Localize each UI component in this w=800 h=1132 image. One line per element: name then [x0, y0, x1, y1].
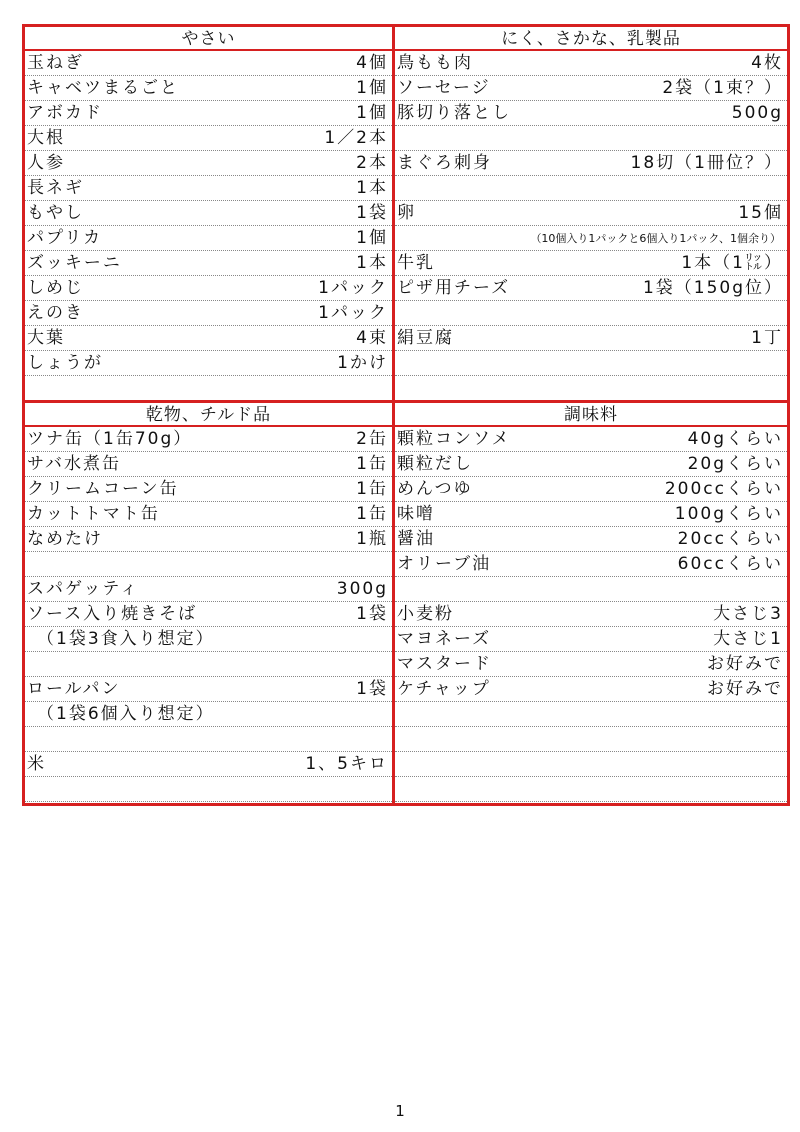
item-name: 大根 [27, 127, 65, 148]
list-row [25, 652, 392, 677]
item-quantity: 2本 [356, 152, 388, 173]
item-name: えのき [27, 302, 84, 323]
item-list [25, 427, 392, 802]
item-name: ズッキーニ [27, 252, 122, 273]
list-row [25, 201, 392, 226]
item-name: なめたけ [27, 528, 103, 549]
item-quantity: 1本 [356, 252, 388, 273]
list-row [25, 602, 392, 627]
item-quantity: 1缶 [356, 453, 388, 474]
item-quantity: 20gくらい [687, 453, 783, 474]
list-row [395, 627, 787, 652]
item-name: 長ネギ [27, 177, 84, 198]
section-vegetables [25, 27, 392, 401]
item-name: ピザ用チーズ [397, 277, 511, 298]
list-row [395, 752, 787, 777]
item-list [395, 51, 787, 401]
item-name: ケチャップ [397, 678, 491, 699]
section-dry-chilled [25, 403, 392, 802]
item-name: 味噌 [397, 503, 435, 524]
item-quantity: 18切（1冊位？） [630, 152, 783, 173]
item-quantity: 1個 [356, 102, 388, 123]
item-name: （1袋3食入り想定） [37, 628, 215, 649]
list-row [395, 51, 787, 76]
list-row [395, 301, 787, 326]
list-row [25, 126, 392, 151]
list-row [25, 677, 392, 702]
list-row [395, 226, 787, 251]
item-name: アボカド [27, 102, 103, 123]
list-row [395, 452, 787, 477]
item-name: カットトマト缶 [27, 503, 160, 524]
item-name: パプリカ [27, 227, 103, 248]
item-quantity: 20ccくらい [677, 528, 783, 549]
item-name: 米 [27, 753, 46, 774]
item-quantity: 大さじ1 [713, 628, 783, 649]
list-row [395, 602, 787, 627]
list-row [395, 777, 787, 802]
list-row [25, 527, 392, 552]
item-list [25, 51, 392, 401]
item-name: 鳥もも肉 [397, 52, 473, 73]
section-title: 調味料 [395, 403, 787, 427]
list-row [395, 101, 787, 126]
column-divider [392, 24, 395, 806]
item-quantity: 1丁 [751, 327, 783, 348]
item-quantity: 大さじ3 [713, 603, 783, 624]
list-row [25, 151, 392, 176]
list-row [25, 627, 392, 652]
list-row [25, 51, 392, 76]
list-row [25, 427, 392, 452]
item-quantity: 300g [336, 578, 388, 599]
item-name: 人参 [27, 152, 65, 173]
item-quantity: 1缶 [356, 503, 388, 524]
item-name: しめじ [27, 277, 84, 298]
item-quantity: お好みで [707, 678, 783, 699]
item-quantity: 4束 [356, 327, 388, 348]
item-name: マヨネーズ [397, 628, 492, 649]
list-row [395, 427, 787, 452]
list-row [395, 151, 787, 176]
list-row [25, 326, 392, 351]
list-row [395, 126, 787, 151]
list-row [395, 376, 787, 401]
item-quantity: 100gくらい [674, 503, 783, 524]
list-row [395, 727, 787, 752]
item-name: ソーセージ [397, 77, 491, 98]
list-row [395, 677, 787, 702]
list-row [25, 176, 392, 201]
item-name: 醤油 [397, 528, 435, 549]
item-quantity: 2袋（1束？） [662, 77, 783, 98]
item-name: サバ水煮缶 [27, 453, 121, 474]
item-quantity: 200ccくらい [664, 478, 783, 499]
item-quantity: 40gくらい [687, 428, 783, 449]
row-divider [22, 400, 790, 403]
list-row [25, 752, 392, 777]
list-row [25, 251, 392, 276]
item-name: キャベツまるごと [27, 77, 179, 98]
list-row [25, 702, 392, 727]
item-name: 顆粒だし [397, 453, 473, 474]
list-row [395, 502, 787, 527]
item-name: めんつゆ [397, 478, 473, 499]
list-row [25, 477, 392, 502]
item-name: 絹豆腐 [397, 327, 454, 348]
section-seasonings [395, 403, 787, 802]
item-name: スパゲッティ [27, 578, 139, 599]
item-list [395, 427, 787, 802]
item-quantity: 1パック [318, 277, 388, 298]
item-name: 牛乳 [397, 252, 435, 273]
list-row [25, 351, 392, 376]
list-row [25, 577, 392, 602]
list-row [395, 577, 787, 602]
item-name: しょうが [27, 352, 103, 373]
list-row [25, 301, 392, 326]
list-row [25, 552, 392, 577]
item-name: 大葉 [27, 327, 65, 348]
item-quantity: 1本 [356, 177, 388, 198]
list-row [25, 452, 392, 477]
item-quantity: 1本（1㍑） [681, 252, 783, 273]
item-quantity: 1、5キロ [305, 753, 388, 774]
item-quantity: 60ccくらい [677, 553, 783, 574]
list-row [395, 326, 787, 351]
row-note: （10個入り1パックと6個入り1パック、1個余り） [530, 231, 781, 245]
section-title: にく、さかな、乳製品 [395, 27, 787, 51]
list-row [25, 376, 392, 401]
item-name: 玉ねぎ [27, 52, 84, 73]
item-name: まぐろ刺身 [397, 152, 492, 173]
item-quantity: 500g [731, 102, 783, 123]
list-row [395, 552, 787, 577]
list-row [395, 276, 787, 301]
list-row [395, 652, 787, 677]
item-quantity: 1缶 [356, 478, 388, 499]
item-quantity: 1個 [356, 227, 388, 248]
item-quantity: 2缶 [356, 428, 388, 449]
item-name: 豚切り落とし [397, 102, 511, 123]
list-row [25, 226, 392, 251]
list-row [395, 527, 787, 552]
item-name: ロールパン [27, 678, 121, 699]
page-number: 1 [395, 1102, 405, 1120]
item-name: 顆粒コンソメ [397, 428, 511, 449]
section-title: 乾物、チルド品 [25, 403, 392, 427]
list-row [395, 477, 787, 502]
item-quantity: 15個 [738, 202, 783, 223]
shopping-list-table [22, 24, 790, 806]
item-quantity: 1袋（150g位） [642, 277, 783, 298]
item-quantity: 1／2本 [324, 127, 388, 148]
list-row [25, 727, 392, 752]
item-name: 小麦粉 [397, 603, 454, 624]
list-row [25, 76, 392, 101]
item-name: （1袋6個入り想定） [37, 703, 215, 724]
list-row [395, 351, 787, 376]
list-row [25, 101, 392, 126]
section-meat-fish-dairy [395, 27, 787, 401]
item-quantity: 4個 [356, 52, 388, 73]
item-quantity: 1かけ [337, 352, 388, 373]
item-quantity: 1個 [356, 77, 388, 98]
list-row [395, 201, 787, 226]
item-name: マスタード [397, 653, 492, 674]
list-row [395, 76, 787, 101]
item-name: オリーブ油 [397, 553, 492, 574]
list-row [395, 702, 787, 727]
item-quantity: 1袋 [356, 678, 388, 699]
list-row [395, 176, 787, 201]
list-row [25, 502, 392, 527]
item-name: ソース入り焼きそば [27, 603, 198, 624]
list-row [395, 251, 787, 276]
list-row [25, 276, 392, 301]
item-quantity: 1瓶 [356, 528, 388, 549]
item-quantity: 4枚 [751, 52, 783, 73]
item-name: もやし [27, 202, 84, 223]
section-title: やさい [25, 27, 392, 51]
item-name: ツナ缶（1缶70g） [27, 428, 193, 449]
item-quantity: 1袋 [356, 603, 388, 624]
list-row [25, 777, 392, 802]
item-quantity: お好みで [707, 653, 783, 674]
item-quantity: 1パック [318, 302, 388, 323]
item-quantity: 1袋 [356, 202, 388, 223]
item-name: 卵 [397, 202, 416, 223]
item-name: クリームコーン缶 [27, 478, 179, 499]
